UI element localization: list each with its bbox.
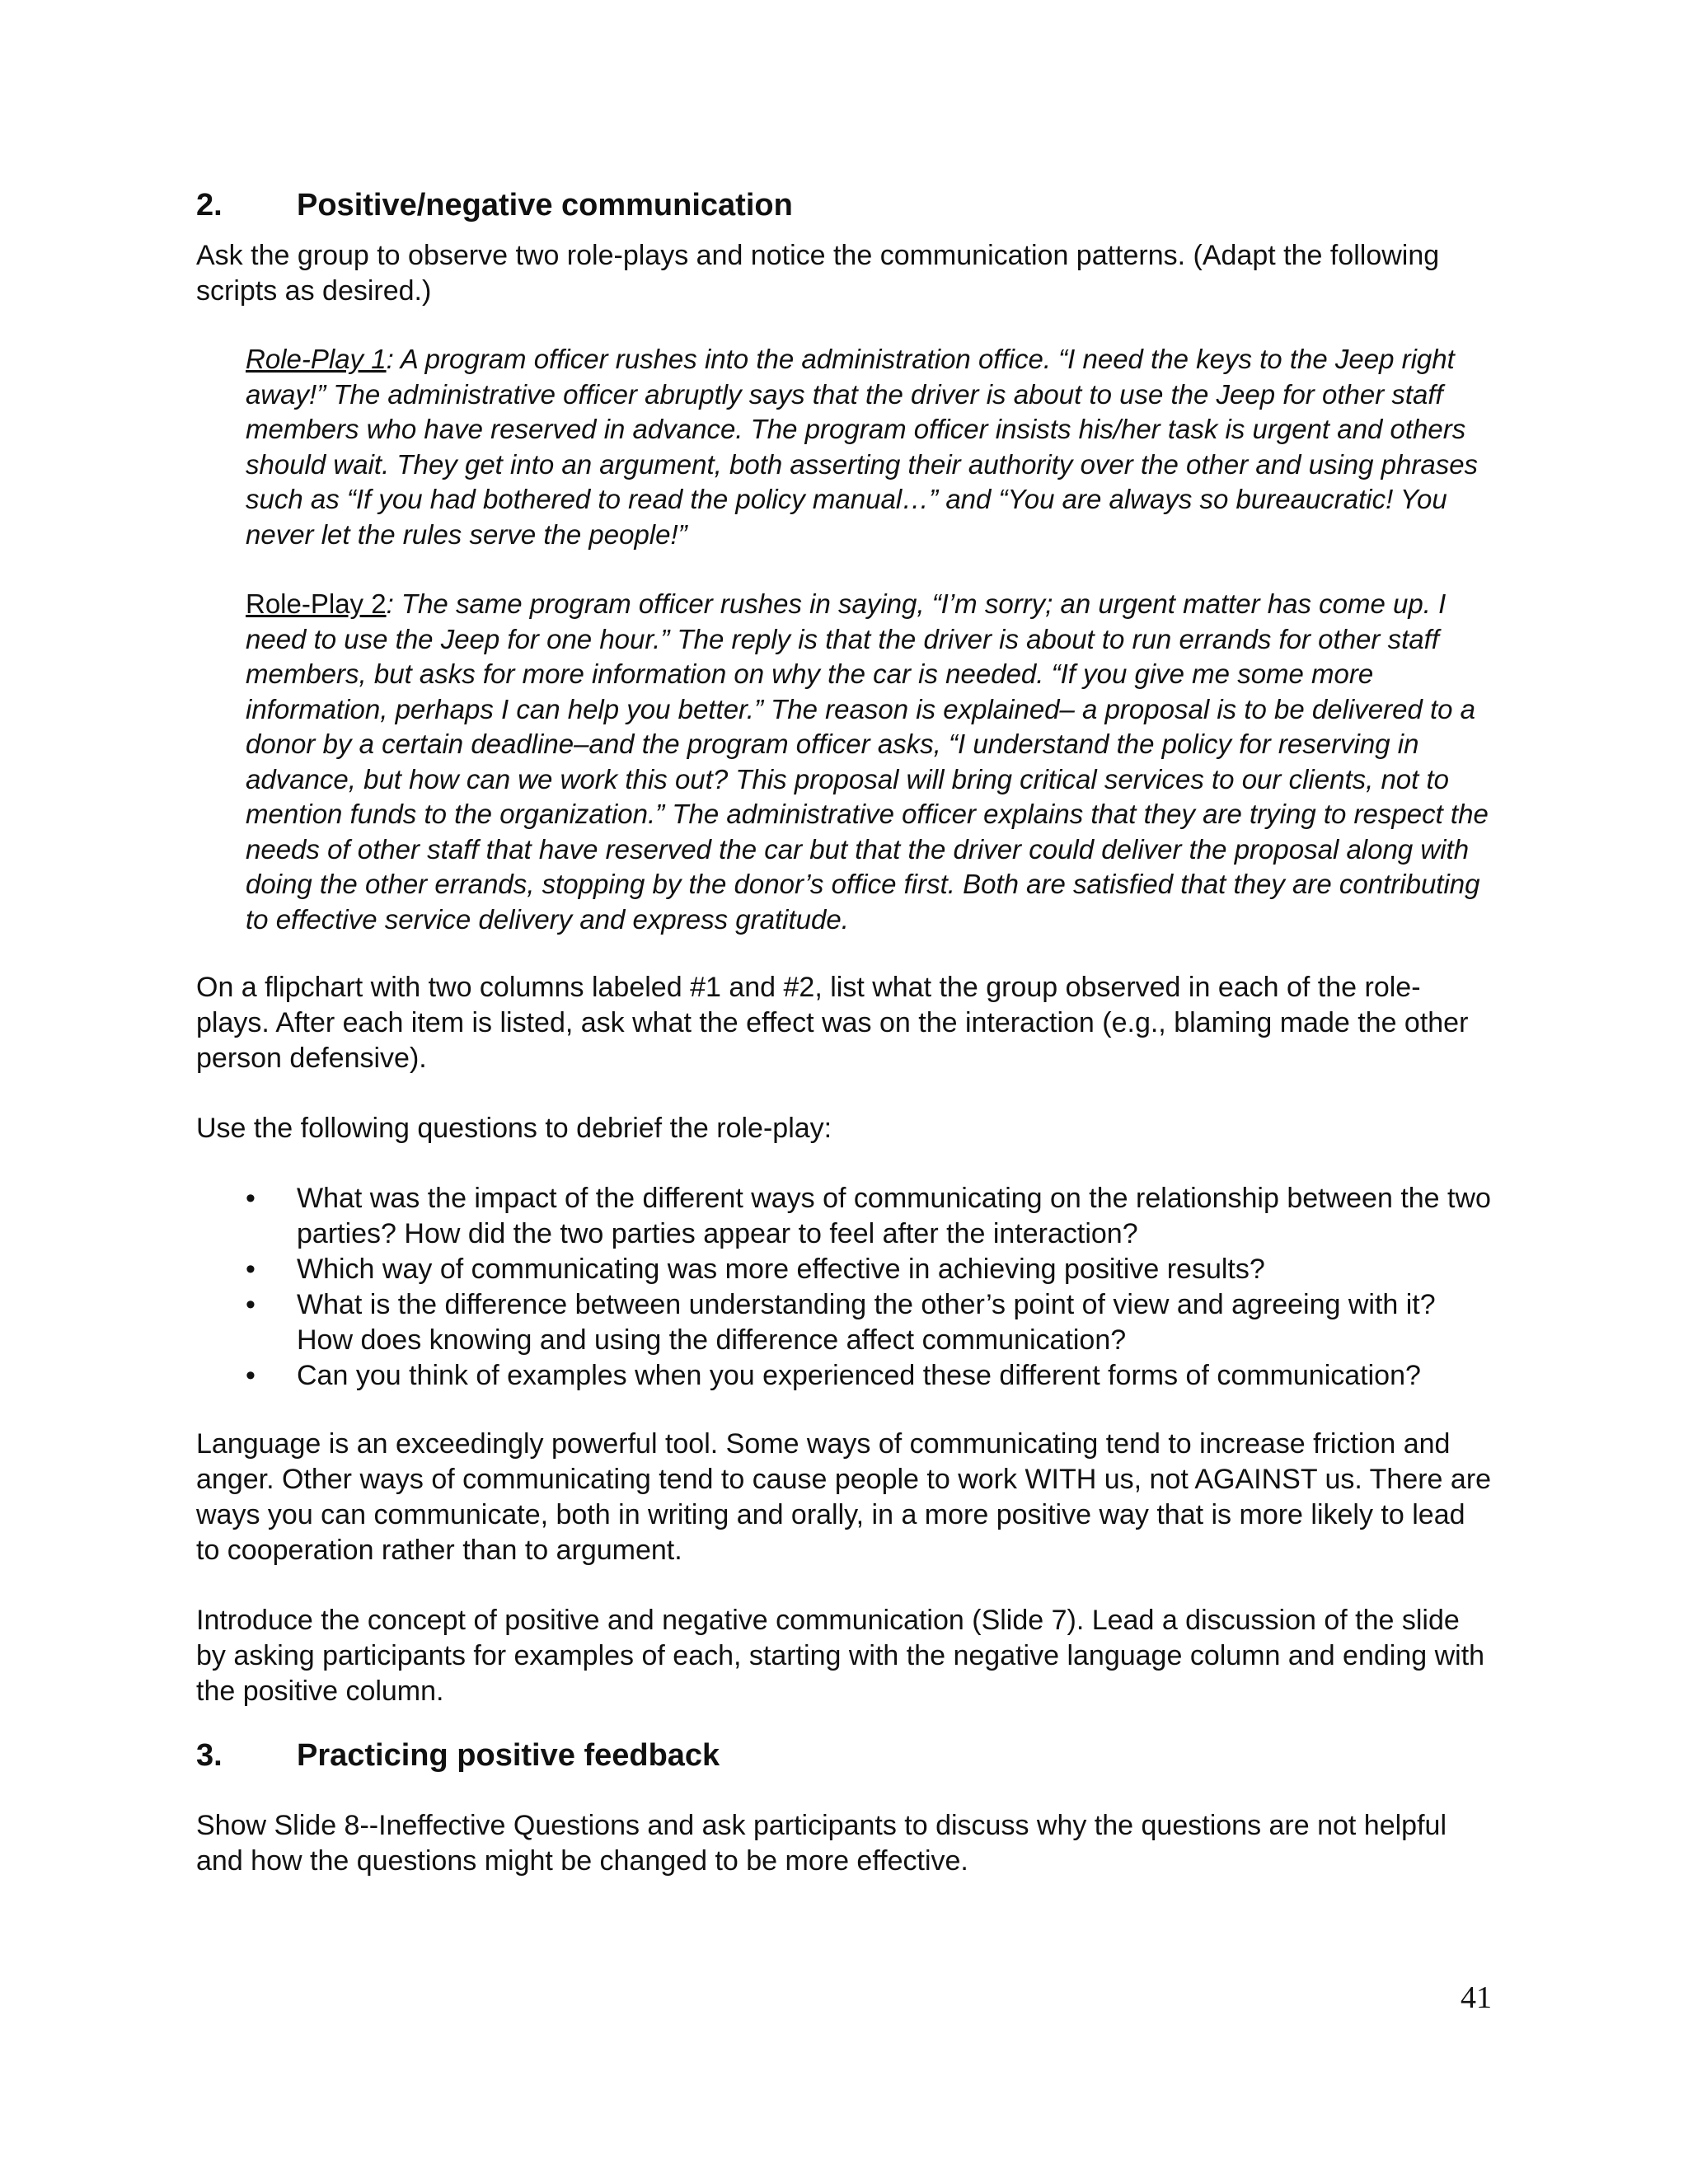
list-item bbox=[196, 1287, 1492, 1358]
page-content bbox=[196, 185, 1492, 1879]
introduce-paragraph: Introduce the concept of positive and negative communication (Slide 7). Lead a discussion of the slide by asking participants for examples of each, starting with the negative language column and ending with the positive column. bbox=[196, 1605, 1485, 1707]
bullet-icon: • bbox=[246, 1360, 256, 1391]
list-item bbox=[196, 1181, 1492, 1252]
debrief-questions-list bbox=[196, 1181, 1492, 1394]
list-item bbox=[196, 1252, 1492, 1287]
section-2-number: 2. bbox=[196, 188, 223, 223]
flipchart-paragraph: On a flipchart with two columns labeled #1 and #2, list what the group observed in each of the role-plays. After each item is listed, ask what the effect was on the interaction (e.g., blaming made the other person defensive). bbox=[196, 972, 1469, 1074]
roleplay-1-text: : A program officer rushes into the administration office. “I need the keys to the Jeep right away!” The administrative officer abruptly says that the driver is about to use the Jeep for other staff members who have reserved in advance. The program officer insists his/her task is urgent and others should wait. They get into an argument, both asserting their authority over the other and using phrases such as “If you had bothered to read the policy manual…” and “You are always so bureaucratic! You never let the rules serve the people!” bbox=[246, 344, 1479, 550]
bullet-icon: • bbox=[246, 1289, 256, 1320]
debrief-intro: Use the following questions to debrief the role-play: bbox=[196, 1113, 832, 1144]
question-text: Can you think of examples when you experienced these different forms of communication? bbox=[297, 1360, 1421, 1391]
section-2-heading bbox=[196, 185, 1492, 225]
section-3-text: Show Slide 8--Ineffective Questions and ask participants to discuss why the questions are not helpful and how the questions might be changed to be more effective. bbox=[196, 1810, 1447, 1877]
bullet-icon: • bbox=[246, 1183, 256, 1214]
question-text: What is the difference between understanding the other’s point of view and agreeing with it? How does knowing and using the difference affect communication? bbox=[297, 1289, 1436, 1356]
roleplay-1-label: Role-Play 1 bbox=[246, 344, 387, 374]
section-2-intro: Ask the group to observe two role-plays and notice the communication patterns. (Adapt the following scripts as desired.) bbox=[196, 240, 1440, 307]
section-3-number: 3. bbox=[196, 1738, 223, 1773]
page-number: 41 bbox=[1461, 1980, 1492, 2015]
language-paragraph: Language is an exceedingly powerful tool. Some ways of communicating tend to increase friction and anger. Other ways of communicating tend to cause people to work WITH us, not AGAINST us. There are ways you can communicate, both in writing and orally, in a more positive way that is more likely to lead to cooperation rather than to argument. bbox=[196, 1428, 1492, 1566]
roleplay-2 bbox=[246, 587, 1492, 937]
section-2-title: Positive/negative communication bbox=[297, 188, 793, 223]
roleplay-2-label: Role-Play 2 bbox=[246, 588, 387, 619]
roleplay-1 bbox=[246, 342, 1492, 552]
section-3-title: Practicing positive feedback bbox=[297, 1738, 720, 1773]
roleplay-2-text: : The same program officer rushes in saying, “I’m sorry; an urgent matter has come up. I need to use the Jeep for one hour.” The reply is that the driver is about to run errands for other staff members, but asks for more information on why the car is needed. “If you give me some more information, perhaps I can help you better.” The reason is explained– a proposal is to be delivered to a donor by a certain deadline–and the program officer asks, “I understand the policy for reserving in advance, but how can we work this out? This proposal will bring critical services to our clients, not to mention funds to the organization.” The administrative officer explains that they are trying to respect the needs of other staff that have reserved the car but that the driver could deliver the proposal along with doing the other errands, stopping by the donor’s office first. Both are satisfied that they are contributing to effective service delivery and express gratitude. bbox=[246, 588, 1489, 935]
question-text: Which way of communicating was more effective in achieving positive results? bbox=[297, 1254, 1265, 1285]
list-item bbox=[196, 1358, 1492, 1394]
bullet-icon: • bbox=[246, 1254, 256, 1285]
question-text: What was the impact of the different ways of communicating on the relationship between the two parties? How did the two parties appear to feel after the interaction? bbox=[297, 1183, 1491, 1249]
section-3-heading bbox=[196, 1736, 1492, 1775]
